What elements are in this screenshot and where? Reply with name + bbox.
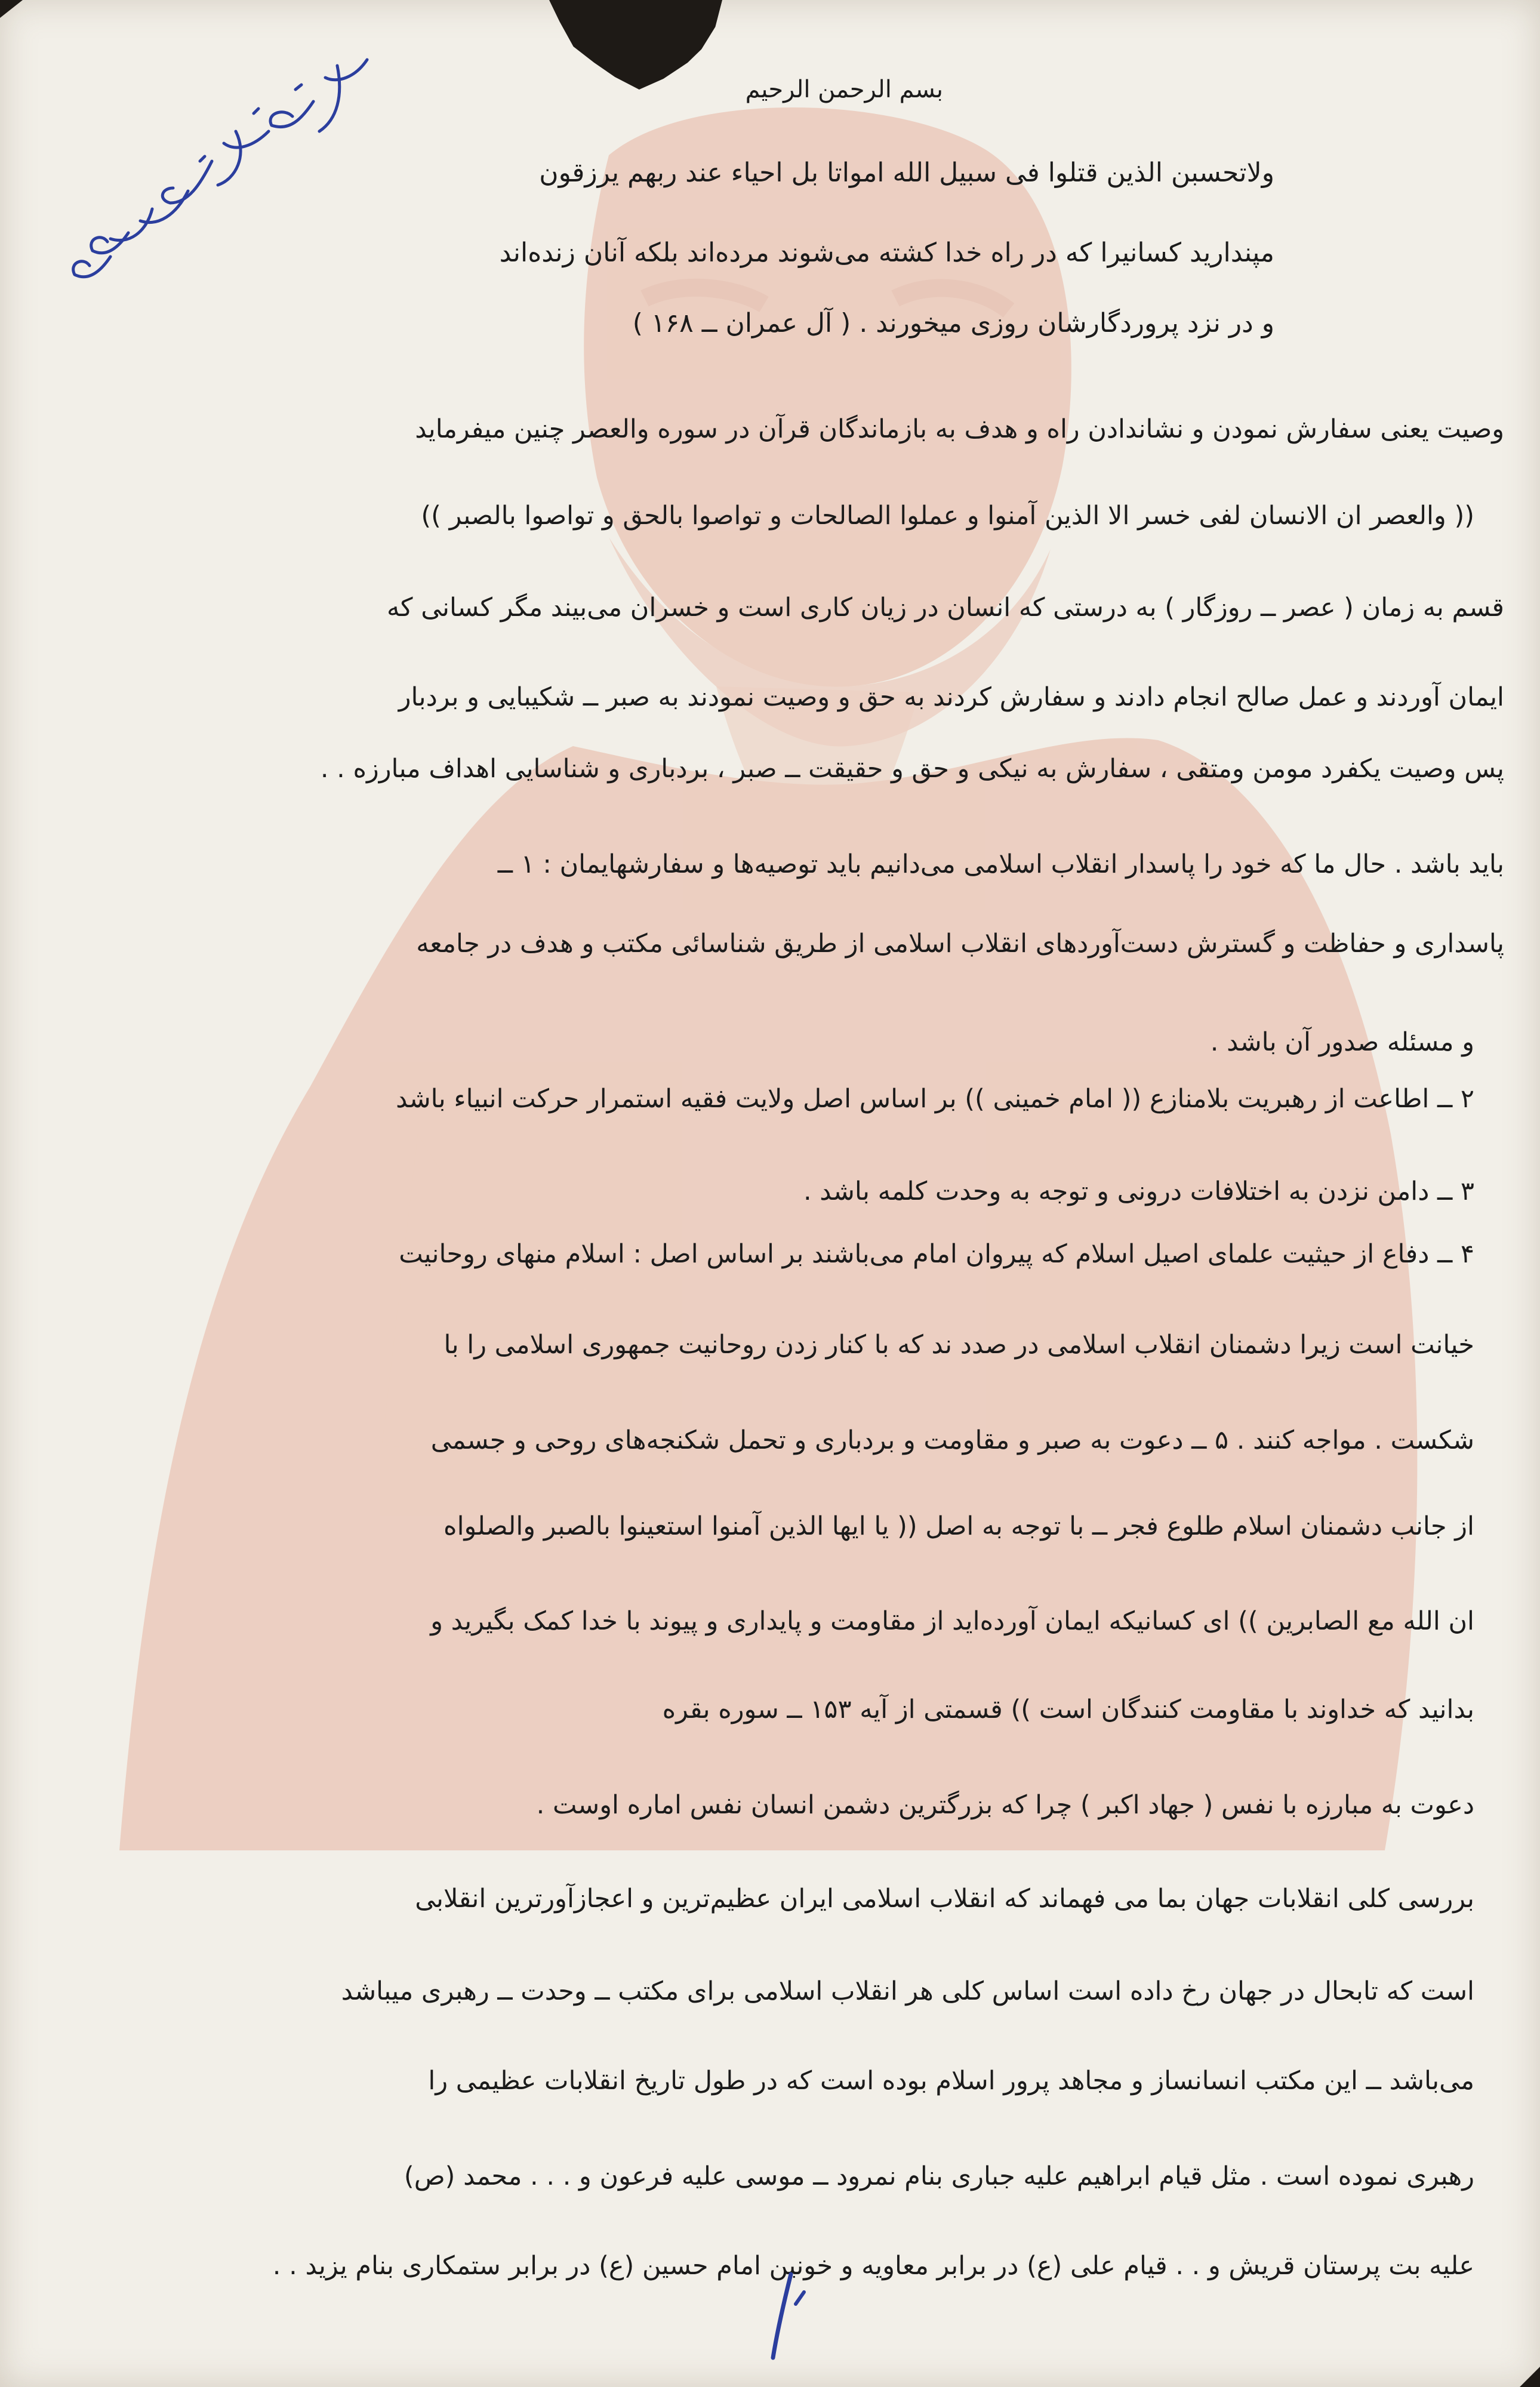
handwritten-page-number [749,2268,815,2370]
body-line: ان الله مع الصابرین )) ای کسانیکه ایمان آورده‌اید از مقاومت و پایداری و پیوند با خدا کمک بگیرید و [430,1606,1474,1636]
body-line: شکست . مواجه کنند . ۵ ــ دعوت به صبر و مقاومت و بردباری و تحمل شکنجه‌های روحی و جسمی [430,1425,1474,1455]
body-line: ۲ ــ اطاعت از رهبریت بلامنازع (( امام خمینی )) بر اساس اصل ولایت فقیه استمرار حرکت انبیاء باشد [396,1084,1474,1114]
body-line: قسم به زمان ( عصر ــ روزگار ) به درستی که انسان در زیان کاری است و خسران می‌بیند مگر کسانی که [387,593,1504,623]
verse-translation-line: و در نزد پروردگارشان روزی میخورند . ( آل عمران ــ ۱۶۸ ) [632,308,1274,338]
verse-translation-line: مپندارید کسانیرا که در راه خدا کشته می‌شوند مرده‌اند بلکه آنان زنده‌اند [499,238,1274,268]
body-line: پاسداری و حفاظت و گسترش دست‌آوردهای انقلاب اسلامی از طریق شناسائی مکتب و هدف در جامعه [416,929,1504,959]
body-line: رهبری نموده است . مثل قیام ابراهیم علیه جباری بنام نمرود ــ موسی علیه فرعون و . . . محمد (ص) [404,2161,1474,2191]
body-line: وصیت یعنی سفارش نمودن و نشاندادن راه و هدف به بازماندگان قرآن در سوره والعصر چنین میفرماید [415,414,1504,444]
body-line: است که تابحال در جهان رخ داده است اساس کلی هر انقلاب اسلامی برای مکتب ــ وحدت ــ رهبری میباشد [341,1976,1474,2006]
body-line: می‌باشد ــ این مکتب انسانساز و مجاهد پرور اسلام بوده است که در طول تاریخ انقلابات عظیمی را [428,2066,1474,2096]
body-line: از جانب دشمنان اسلام طلوع فجر ــ با توجه به اصل (( یا ایها الذین آمنوا استعینوا بالصبر والصلواه [443,1511,1474,1541]
body-line: باید باشد . حال ما که خود را پاسدار انقلاب اسلامی می‌دانیم باید توصیه‌ها و سفارشهایمان : ۱ ــ [497,849,1504,879]
body-line: بدانید که خداوند با مقاومت کنندگان است )) قسمتی از آیه ۱۵۳ ــ سوره بقره [662,1695,1474,1724]
body-line: پس وصیت یکفرد مومن ومتقی ، سفارش به نیکی و حق و حقیقت ــ صبر ، بردباری و شناسایی اهداف مبارزه . . [320,754,1504,784]
body-line: علیه بت پرستان قریش و . . قیام علی (ع) در برابر معاویه و خونین امام حسین (ع) در برابر ستمکاری بنام یزید . . [272,2251,1474,2281]
body-line: خیانت است زیرا دشمنان انقلاب اسلامی در صدد ند که با کنار زدن روحانیت جمهوری اسلامی را با [443,1330,1474,1360]
body-line: ۳ ــ دامن نزدن به اختلافات درونی و توجه به وحدت کلمه باشد . [803,1176,1474,1206]
body-line: ایمان آوردند و عمل صالح انجام دادند و سفارش کردند به حق و وصیت نمودند به صبر ــ شکیبایی و بردبار [398,682,1504,712]
bismillah-header: بسم الرحمن الرحیم [745,76,943,103]
quran-verse-line: ولاتحسبن الذین قتلوا فی سبیل الله امواتا بل احیاء عند ربهم یرزقون [539,158,1274,188]
body-line: و مسئله صدور آن باشد . [1210,1027,1474,1057]
body-line: (( والعصر ان الانسان لفی خسر الا الذین آمنوا و عملوا الصالحات و تواصوا بالحق و تواصوا بالصبر )) [421,501,1474,531]
body-line: بررسی کلی انقلابات جهان بما می فهماند که انقلاب اسلامی ایران عظیم‌ترین و اعجازآورترین انقلابی [415,1884,1474,1914]
body-line: دعوت به مبارزه با نفس ( جهاد اکبر ) چرا که بزرگترین دشمن انسان نفس اماره اوست . [536,1790,1474,1820]
body-line: ۴ ــ دفاع از حیثیت علمای اصیل اسلام که پیروان امام می‌باشند بر اساس اصل : اسلام منهای روحانیت [399,1239,1474,1269]
